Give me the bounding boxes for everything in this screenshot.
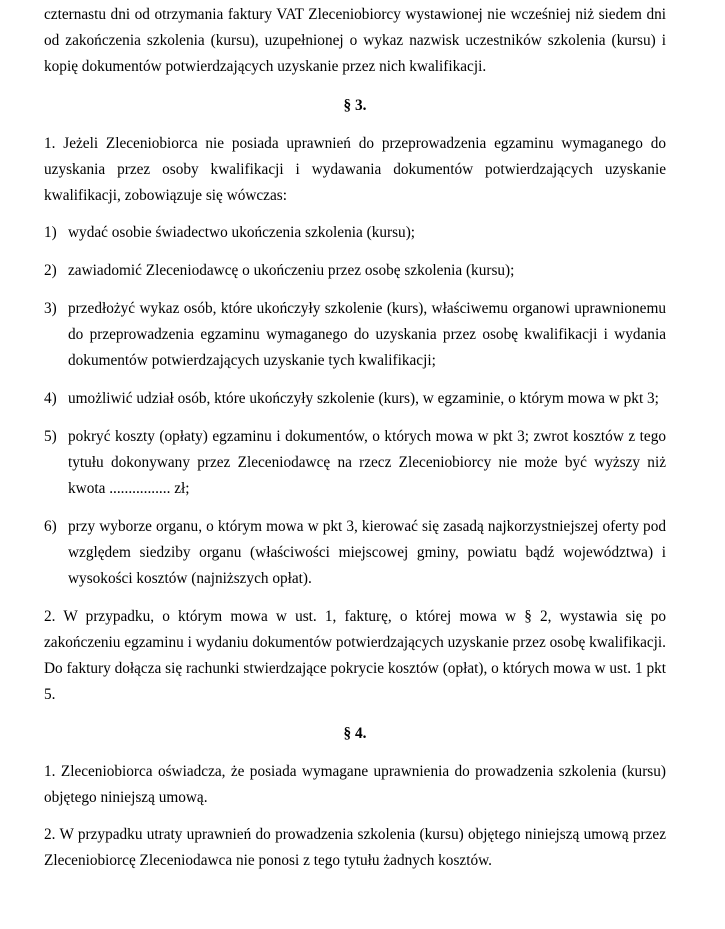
list-item [44,296,666,374]
list-item-text: przedłożyć wykaz osób, które ukończyły szkolenie (kurs), właściwemu organowi uprawnionemu do przeprowadzenia egzaminu wymaganego do uzyskania przez osobę kwalifikacji i wydania dokumentów potwierdzających uzyskanie tych kwalifikacji; [68,300,666,369]
list-item-number: 6) [44,518,57,535]
section-4-heading: § 4. [343,725,367,742]
list-item-text: umożliwić udział osób, które ukończyły szkolenie (kurs), w egzaminie, o którym mowa w pkt 3; [68,390,659,407]
list-item [44,514,666,592]
section-4-paragraph-2: 2. W przypadku utraty uprawnień do prowadzenia szkolenia (kursu) objętego niniejszą umową przez Zleceniobiorcę Zleceniodawca nie ponosi z tego tytułu żadnych kosztów. [44,826,666,869]
section-3-list [44,220,666,592]
list-item-text: zawiadomić Zleceniodawcę o ukończeniu przez osobę szkolenia (kursu); [68,262,515,279]
section-3-paragraph-2: 2. W przypadku, o którym mowa w ust. 1, fakturę, o której mowa w § 2, wystawia się po zakończeniu egzaminu i wydaniu dokumentów potwierdzających uzyskanie przez osobę kwalifikacji. Do faktury dołącza się rachunki stwierdzające pokrycie kosztów (opłat), o których mowa w ust. 1 pkt 5. [44,608,666,703]
list-item-text: wydać osobie świadectwo ukończenia szkolenia (kursu); [68,224,416,241]
list-item-number: 2) [44,262,57,279]
document-page [44,0,666,885]
list-item-number: 4) [44,390,57,407]
list-item [44,386,666,412]
list-item [44,220,666,246]
section-3-heading: § 3. [343,97,367,114]
section-3-paragraph-1: 1. Jeżeli Zleceniobiorca nie posiada uprawnień do przeprowadzenia egzaminu wymaganego do uzyskania przez osoby kwalifikacji i wydawania dokumentów potwierdzających uzyskanie kwalifikacji, zobowiązuje się wówczas: [44,135,666,204]
list-item [44,424,666,502]
list-item-number: 1) [44,224,57,241]
list-item-number: 3) [44,300,57,317]
list-item-number: 5) [44,428,57,445]
section-4-paragraph-1: 1. Zleceniobiorca oświadcza, że posiada wymagane uprawnienia do prowadzenia szkolenia (kursu) objętego niniejszą umową. [44,763,666,806]
list-item [44,258,666,284]
intro-paragraph: czternastu dni od otrzymania faktury VAT Zleceniobiorcy wystawionej nie wcześniej niż siedem dni od zakończenia szkolenia (kursu), uzupełnionej o wykaz nazwisk uczestników szkolenia (kursu) i kopię dokumentów potwierdzających uzyskanie przez nich kwalifikacji. [44,6,666,75]
list-item-text: przy wyborze organu, o którym mowa w pkt 3, kierować się zasadą najkorzystniejszej oferty pod względem siedziby organu (właściwości miejscowej gminy, powiatu bądź województwa) i wysokości kosztów (najniższych opłat). [68,518,666,587]
list-item-text: pokryć koszty (opłaty) egzaminu i dokumentów, o których mowa w pkt 3; zwrot kosztów z tego tytułu dokonywany przez Zleceniodawcę na rzecz Zleceniobiorcy nie może być wyższy niż kwota ................ zł; [68,428,666,497]
